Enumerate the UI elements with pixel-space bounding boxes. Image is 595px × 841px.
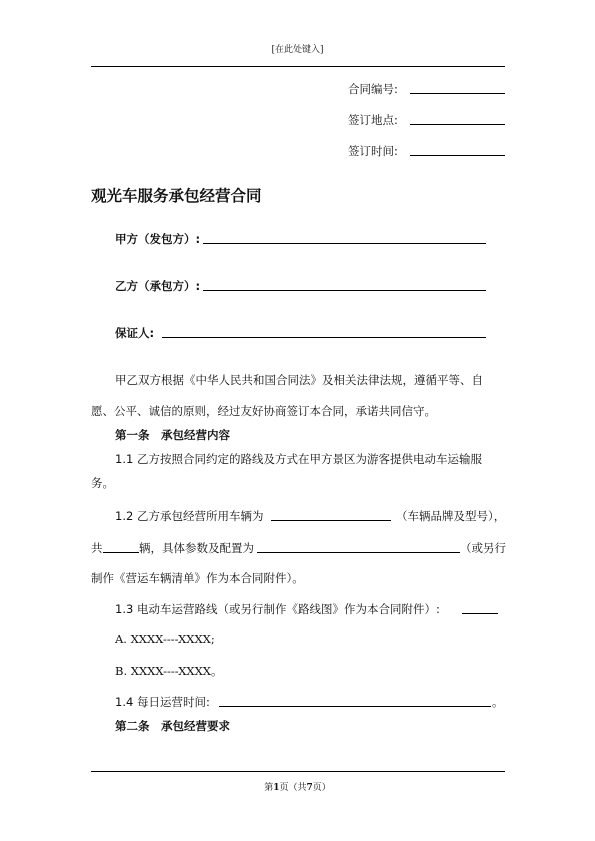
header-rule	[91, 66, 505, 67]
contract-title: 观光车服务承包经营合同	[91, 187, 262, 205]
sign-place-row	[348, 112, 398, 128]
clause-1-2-part-a: 1.2 乙方承包经营所用车辆为	[115, 509, 264, 523]
sign-place-label: 签订地点:	[348, 113, 398, 127]
sign-time-blank[interactable]	[410, 155, 505, 156]
clause-1-4-end: 。	[492, 695, 504, 709]
clause-1-2-part-b: （车辆品牌及型号），	[396, 509, 506, 523]
clause-1-2-part-f: 制作《营运车辆清单》作为本合同附件）。	[91, 571, 304, 585]
footer-mid: 页（共	[279, 783, 307, 793]
party-a-label: 甲方（发包方）:	[115, 232, 201, 246]
clause-1-2-part-d: 辆，具体参数及配置为	[139, 541, 254, 555]
article-2-heading: 第二条 承包经营要求	[115, 719, 230, 733]
footer-prefix: 第	[264, 783, 274, 793]
vehicle-config-blank[interactable]	[257, 552, 460, 553]
clause-1-4: 1.4 每日运营时间:	[115, 695, 210, 709]
clause-1-1-line-2: 务。	[91, 476, 114, 490]
clause-1-3: 1.3 电动车运营路线（或另行制作《路线图》作为本合同附件）:	[115, 602, 440, 616]
clause-1-2-part-c: 共	[91, 541, 103, 555]
party-b-label: 乙方（承包方）:	[115, 279, 201, 293]
operating-hours-blank[interactable]	[219, 706, 491, 707]
footer-total-pages: 7	[306, 783, 313, 793]
route-blank[interactable]	[462, 613, 498, 614]
sign-time-row	[348, 143, 398, 159]
page-footer	[0, 780, 595, 793]
vehicle-model-blank[interactable]	[271, 520, 391, 521]
route-b: B. XXXX----XXXX。	[115, 664, 223, 678]
vehicle-count-blank[interactable]	[103, 552, 139, 553]
page-header: [在此处键入]	[271, 45, 324, 55]
intro-line-2: 愿、公平、诚信的原则，经过友好协商签订本合同，承诺共同信守。	[91, 404, 436, 418]
party-a-blank[interactable]	[203, 243, 486, 244]
clause-1-1-line-1: 1.1 乙方按照合同约定的路线及方式在甲方景区为游客提供电动车运输服	[115, 452, 482, 466]
footer-page-number: 1	[273, 783, 280, 793]
clause-1-2-part-e: （或另行	[460, 541, 506, 555]
sign-place-blank[interactable]	[410, 124, 505, 125]
footer-rule	[91, 771, 505, 772]
guarantor-blank[interactable]	[162, 337, 486, 338]
contract-number-label: 合同编号:	[348, 82, 398, 96]
guarantor-label: 保证人:	[115, 326, 155, 340]
sign-time-label: 签订时间:	[348, 144, 398, 158]
party-b-blank[interactable]	[203, 290, 486, 291]
intro-line-1: 甲乙双方根据《中华人民共和国合同法》及相关法律法规，遵循平等、自	[115, 373, 483, 387]
footer-suffix: 页）	[312, 783, 331, 793]
contract-number-blank[interactable]	[410, 93, 505, 94]
contract-number-row	[348, 81, 398, 97]
route-a: A. XXXX----XXXX;	[115, 632, 215, 646]
article-1-heading: 第一条 承包经营内容	[115, 428, 230, 442]
